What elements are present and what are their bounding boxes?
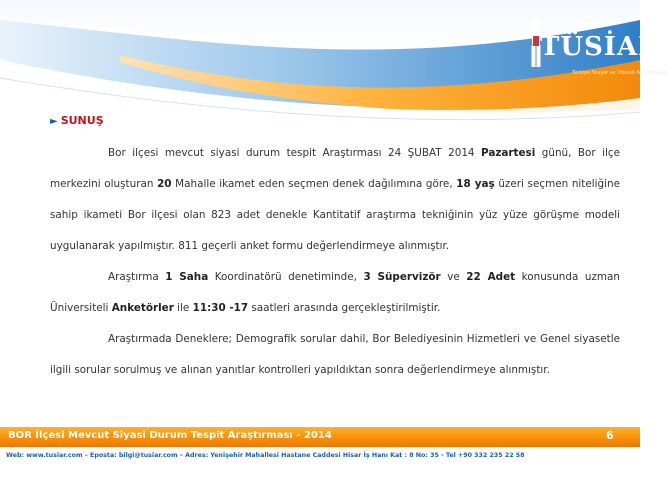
bold-run: 3 Süpervizör xyxy=(363,271,441,283)
text-run: Araştırma xyxy=(108,271,166,283)
text-run: Bor ilçesi mevcut siyasi durum tespit Araştırması 24 ŞUBAT 2014 xyxy=(108,147,482,159)
text-run: saatleri arasında gerçekleştirilmiştir. xyxy=(248,302,441,314)
footer-bar xyxy=(0,427,640,447)
text-run: günü, Bor ilçe merkezini oluşturan xyxy=(50,147,621,190)
paragraph-2 xyxy=(50,262,620,324)
logo-text: TÜSİAR xyxy=(540,32,661,62)
bold-run: 22 Adet xyxy=(466,271,516,283)
text-run: Koordinatörü denetiminde, xyxy=(208,271,364,283)
bold-run: 20 xyxy=(157,178,172,190)
text-run: Mahalle ikamet eden seçmen denek dağılımına göre, xyxy=(171,178,457,190)
tusiar-logo xyxy=(520,12,667,76)
text-run: ve xyxy=(440,271,467,283)
text-run: ile xyxy=(173,302,193,314)
bold-run: Pazartesi xyxy=(481,147,536,159)
play-arrow-icon: ► xyxy=(50,116,58,127)
text-run: Araştırmada Deneklere; Demografik sorular dahil, Bor Belediyesinin Hizmetleri ve Genel siyasetle ilgili sorular sorulmuş ve alınan yanıtlar kontrolleri yapıldıktan sonra değerlendirmeye alınmıştır. xyxy=(50,333,620,376)
bold-run: Anketörler xyxy=(111,302,174,314)
section-title xyxy=(50,114,104,127)
bold-run: 11:30 -17 xyxy=(192,302,249,314)
footer-title: BOR İlçesi Mevcut Siyasi Durum Tespit Araştırması - 2014 xyxy=(8,430,332,441)
body-text xyxy=(50,138,620,386)
text-run: konusunda uzman Üniversiteli xyxy=(50,271,620,314)
section-title-text: SUNUŞ xyxy=(60,114,104,127)
page-number: 6 xyxy=(606,429,614,442)
bold-run: 1 Saha xyxy=(165,271,209,283)
footer-contact: Web: www.tusiar.com – Eposta: bilgi@tusiar.com – Adres: Yenişehir Mahallesi Hastane Caddesi Hisar İş Hanı Kat : 8 No: 35 - Tel +90 332 235 22 58 xyxy=(6,452,525,459)
text-run: üzeri seçmen niteliğine sahip ikameti Bor ilçesi olan 823 adet denekle Kantitatif araştırma tekniğinin yüz yüze görüşme modeli uygulanarak yapılmıştır. 811 geçerli anket formu değerlendirmeye alınmıştır. xyxy=(50,178,620,252)
paragraph-3 xyxy=(50,324,620,386)
logo-subtitle: Türkiye Sosyal ve İktisadi Araştırmalar xyxy=(572,70,667,76)
paragraph-1 xyxy=(50,138,620,262)
bold-run: 18 yaş xyxy=(456,178,495,190)
